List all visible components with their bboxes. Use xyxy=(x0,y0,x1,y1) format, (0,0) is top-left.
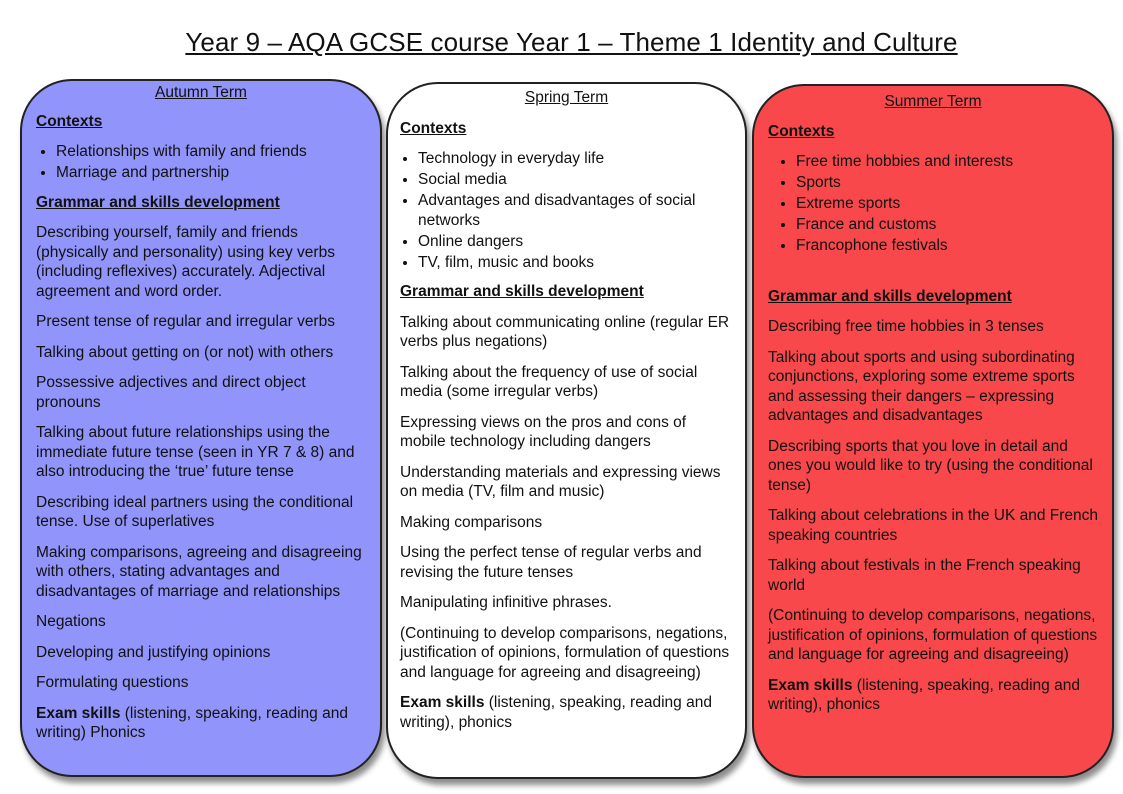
autumn-exam-skills xyxy=(36,704,366,743)
summer-paragraph: Talking about celebrations in the UK and French speaking countries xyxy=(768,507,1099,544)
list-item: • Technology in everyday life xyxy=(418,149,733,169)
spring-term-panel xyxy=(386,82,747,779)
autumn-paragraph: Describing yourself, family and friends (physically and personality) using key verbs (including reflexives) accurately. Adjectival agreement and word order. xyxy=(36,224,335,300)
summer-term-title: Summer Term xyxy=(884,93,982,110)
autumn-paragraph: Developing and justifying opinions xyxy=(36,643,271,661)
spring-grammar-heading: Grammar and skills development xyxy=(400,283,644,300)
exam-skills-label: Exam skills xyxy=(400,694,485,711)
list-item: • Online dangers xyxy=(418,232,733,252)
autumn-paragraph: Talking about getting on (or not) with others xyxy=(36,343,334,361)
spring-paragraph: Talking about the frequency of use of social media (some irregular verbs) xyxy=(400,363,698,400)
spring-paragraph: Making comparisons xyxy=(400,513,543,531)
spring-paragraph: Manipulating infinitive phrases. xyxy=(400,594,612,611)
autumn-paragraph: Formulating questions xyxy=(36,674,189,691)
summer-grammar-heading: Grammar and skills development xyxy=(768,287,1012,305)
spring-paragraph: Talking about communicating online (regular ER verbs plus negations) xyxy=(400,313,730,350)
autumn-paragraph: Making comparisons, agreeing and disagreeing with others, stating advantages and disadvantages of marriage and relationships xyxy=(36,543,362,600)
autumn-paragraph: Talking about future relationships using the immediate future tense (seen in YR 7 & 8) and also introducing the ‘true’ future tense xyxy=(36,424,355,480)
autumn-term-title: Autumn Term xyxy=(155,84,247,101)
summer-paragraph: Describing free time hobbies in 3 tenses xyxy=(768,318,1044,335)
spring-paragraph: Using the perfect tense of regular verbs and revising the future tenses xyxy=(400,544,702,581)
autumn-term-panel xyxy=(20,79,382,777)
spring-term-title: Spring Term xyxy=(524,89,609,106)
summer-paragraph: Talking about sports and using subordinating conjunctions, exploring some extreme sports and assessing their dangers – expressing advantages and disadvantages xyxy=(768,348,1075,424)
autumn-paragraph: Negations xyxy=(36,613,106,630)
spring-contexts-list xyxy=(400,149,733,272)
exam-skills-label: Exam skills xyxy=(768,676,853,694)
list-item: • TV, film, music and books xyxy=(418,253,733,273)
list-item: • Social media xyxy=(418,170,733,190)
list-item: • Free time hobbies and interests xyxy=(796,152,1098,172)
summer-paragraph: (Continuing to develop comparisons, negations, justification of opinions, formulation of questions and language for agreeing and disagreeing) xyxy=(768,607,1098,663)
list-item: • Advantages and disadvantages of social networks xyxy=(418,191,733,230)
list-item: • France and customs xyxy=(796,215,1098,235)
list-item: • Extreme sports xyxy=(796,194,1098,214)
autumn-contexts-heading: Contexts xyxy=(36,112,103,130)
page-title: Year 9 – AQA GCSE course Year 1 – Theme 1 Identity and Culture xyxy=(185,27,958,57)
exam-skills-text: (listening, speaking, reading and writing), phonics xyxy=(768,676,1080,713)
exam-skills-label: Exam skills xyxy=(36,704,121,722)
summer-paragraph: Talking about festivals in the French speaking world xyxy=(768,557,1081,594)
spring-exam-skills xyxy=(400,693,733,732)
list-item: • Marriage and partnership xyxy=(56,163,366,183)
autumn-grammar-heading: Grammar and skills development xyxy=(36,193,280,211)
summer-paragraph: Describing sports that you love in detail and ones you would like to try (using the conditional tense) xyxy=(768,437,1093,494)
summer-term-panel xyxy=(752,84,1114,778)
exam-skills-text: (listening, speaking, reading and writing), phonics xyxy=(400,694,712,731)
summer-exam-skills xyxy=(768,676,1098,715)
spring-paragraph: Expressing views on the pros and cons of mobile technology including dangers xyxy=(400,413,687,450)
autumn-contexts-list xyxy=(36,142,366,183)
spring-paragraph: Understanding materials and expressing views on media (TV, film and music) xyxy=(400,463,721,500)
autumn-paragraph: Describing ideal partners using the conditional tense. Use of superlatives xyxy=(36,493,354,530)
autumn-paragraph: Possessive adjectives and direct object pronouns xyxy=(36,374,306,411)
spring-paragraph: (Continuing to develop comparisons, negations, justification of opinions, formulation of questions and language for agreeing and disagreeing) xyxy=(400,624,730,681)
spring-contexts-heading: Contexts xyxy=(400,119,467,137)
list-item: • Francophone festivals xyxy=(796,236,1098,256)
summer-contexts-list xyxy=(768,152,1098,256)
list-item: • Sports xyxy=(796,173,1098,193)
exam-skills-text: (listening, speaking, reading and writing) Phonics xyxy=(36,704,348,741)
list-item: • Relationships with family and friends xyxy=(56,142,366,162)
summer-contexts-heading: Contexts xyxy=(768,122,835,140)
autumn-paragraph: Present tense of regular and irregular verbs xyxy=(36,313,335,330)
